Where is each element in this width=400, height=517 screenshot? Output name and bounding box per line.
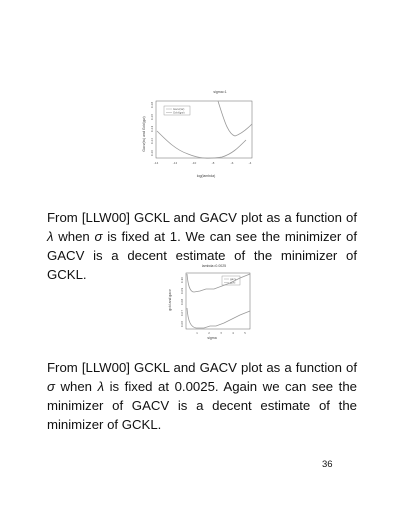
figure-1-xtick: -4 (248, 161, 252, 165)
figure-1-yticks (150, 102, 154, 156)
figure-1-title: sigma=1 (213, 90, 227, 94)
figure-1-ytick: 0.24 (150, 125, 154, 133)
figure-2-xticks (196, 331, 246, 335)
figure-2-xtick: 4 (232, 331, 234, 335)
figure-2-series-gacv (187, 274, 250, 292)
sigma-symbol: σ (94, 229, 103, 244)
figure-2-xtick: 2 (208, 331, 210, 335)
figure-1-ylabel: Gacv(lw) and Gckl(gw) (142, 116, 146, 152)
figure-1-xtick: -8 (211, 161, 215, 165)
figure-1-xlabel: log(lambda) (196, 174, 216, 178)
figure-2-ytick: 0.06 (180, 320, 184, 328)
figure-2-frame (186, 273, 250, 329)
figure-2-legend-1: gacv (230, 278, 237, 281)
sigma-symbol: σ (47, 379, 55, 394)
figure-1-xticks (154, 161, 252, 165)
figure-2-ytick: 0.09 (180, 287, 184, 295)
figure-1-ytick: 0.22 (150, 137, 154, 145)
figure-2-legend-2: gckl (230, 281, 236, 285)
figure-1-xtick: -10 (191, 161, 197, 165)
figure-2-svg (170, 264, 252, 336)
figure-1 (140, 90, 258, 180)
figure-2-xtick: 5 (244, 331, 246, 335)
paragraph-2-text-a: From [LLW00] GCKL and GACV plot as a function of (47, 360, 357, 375)
figure-2-xtick: 3 (220, 331, 222, 335)
paragraph-1-text-a: From [LLW00] GCKL and GACV plot as a function of (47, 210, 357, 225)
figure-2-xlabel: sigma (207, 336, 217, 340)
paragraph-1-text-b: when (53, 229, 95, 244)
figure-1-svg (140, 90, 258, 180)
figure-2-xtick: 1 (196, 331, 198, 335)
figure-1-ytick: 0.20 (150, 149, 154, 157)
paragraph-2-text-c: is fixed at 0.0025. Again we can see the minimizer of GACV is a decent estimate of the minimizer of GCKL. (47, 379, 357, 432)
figure-1-ytick: 0.28 (150, 101, 154, 109)
figure-1-series-gacv (218, 101, 252, 136)
figure-1-legend (164, 106, 190, 115)
figure-2-legend (222, 276, 240, 285)
figure-2-yticks (180, 277, 184, 327)
figure-1-frame (156, 101, 252, 158)
figure-2-ytick: 0.08 (180, 298, 184, 306)
figure-1-legend-2: Gckl(gw) (173, 111, 185, 115)
figure-2-series-gckl (187, 308, 250, 328)
paragraph-2 (47, 358, 357, 434)
paragraph-2-text-b: when (54, 379, 98, 394)
figure-2-title: lambda=0.0025 (201, 264, 227, 268)
page-number: 36 (322, 459, 333, 470)
figure-1-xtick: -12 (172, 161, 178, 165)
figure-1-ytick: 0.26 (150, 113, 154, 121)
figure-1-xtick: -14 (153, 161, 159, 165)
lambda-symbol: λ (97, 379, 105, 394)
figure-2 (168, 264, 252, 340)
figure-2-ylabel: gckl and gacv (168, 289, 172, 311)
paragraph-1-text-c: is fixed at 1. We can see the minimizer of GACV is a decent estimate of the minimizer of GCKL. (47, 229, 357, 282)
lambda-symbol: λ (47, 229, 54, 244)
figure-1-xtick: -6 (230, 161, 234, 165)
figure-2-ytick: 0.07 (180, 309, 184, 317)
figure-1-legend-1: Gacv(lw) (173, 108, 185, 111)
figure-2-ytick: 0.10 (180, 276, 184, 284)
